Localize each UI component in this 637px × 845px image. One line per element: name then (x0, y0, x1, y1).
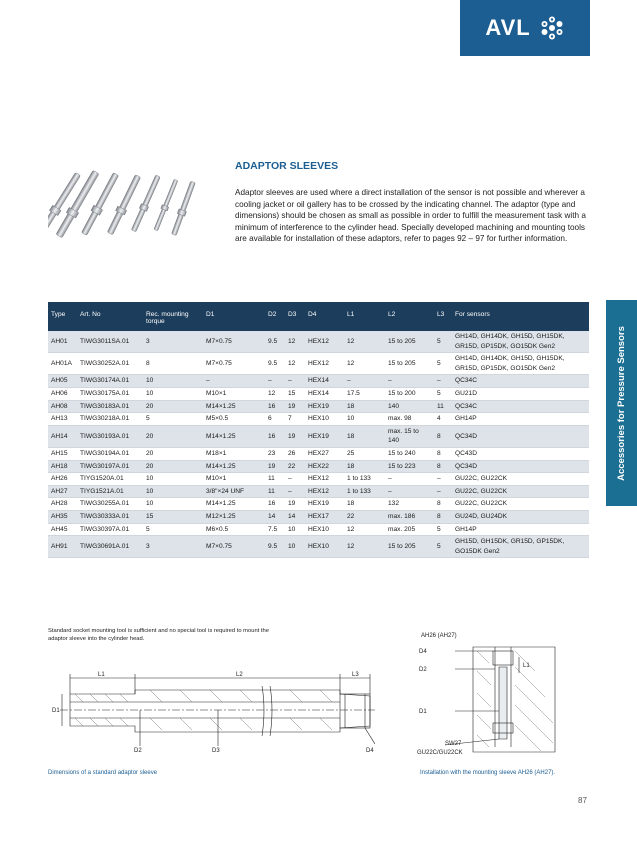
table-cell: AH13 (48, 413, 77, 426)
table-cell: 1 to 133 (344, 473, 385, 486)
table-cell: HEX12 (305, 331, 344, 353)
table-cell: 15 to 205 (385, 331, 434, 353)
table-cell: 12 (285, 353, 305, 375)
label-sensor: GU22C/GU22CK (417, 750, 463, 756)
logo-mark-icon (539, 15, 565, 41)
table-cell: HEX22 (305, 460, 344, 473)
mounting-note: Standard socket mounting tool is sufficient and no special tool is required to mount the adaptor sleeve into the cylinder head. (48, 628, 269, 642)
side-tab-label: Accessories for Pressure Sensors (616, 325, 628, 481)
table-cell: 16 (265, 498, 285, 511)
table-cell: – (385, 485, 434, 498)
table-cell: TIWG3011SA.01 (77, 331, 143, 353)
table-cell: 18 (344, 425, 385, 447)
table-cell: 10 (143, 498, 203, 511)
table-cell: 5 (434, 331, 452, 353)
table-row (48, 447, 589, 460)
table-cell: AH15 (48, 447, 77, 460)
adaptor-sleeves-table (48, 302, 589, 558)
table-cell: AH01A (48, 353, 77, 375)
table-row (48, 353, 589, 375)
table-cell: 15 to 240 (385, 447, 434, 460)
table-cell: TIWG30255A.01 (77, 498, 143, 511)
table-cell: 18 (344, 400, 385, 413)
table-cell: 7 (285, 413, 305, 426)
table-cell: AH26 (48, 473, 77, 486)
table-header-row (48, 302, 589, 331)
table-cell: M14×1.25 (203, 400, 265, 413)
table-cell: M14×1.25 (203, 425, 265, 447)
table-cell: 22 (285, 460, 305, 473)
label-right-d1: D1 (419, 709, 427, 715)
table-cell: M10×1 (203, 387, 265, 400)
header-torque: Rec. mounting torque (143, 302, 203, 331)
table-cell: HEX17 (305, 510, 344, 523)
table-cell: 7.5 (265, 523, 285, 536)
table-cell: GH14P (452, 523, 589, 536)
table-cell: 15 to 223 (385, 460, 434, 473)
table-cell: GH14P (452, 413, 589, 426)
page-number: 87 (578, 796, 587, 805)
table-cell: 9.5 (265, 536, 285, 558)
table-cell: 1 to 133 (344, 485, 385, 498)
table-cell: 10 (143, 473, 203, 486)
table-cell: 10 (143, 387, 203, 400)
table-cell: M14×1.25 (203, 460, 265, 473)
label-l2: L2 (236, 672, 243, 678)
table-cell: 20 (143, 447, 203, 460)
table-cell: 15 (285, 387, 305, 400)
table-cell: – (434, 473, 452, 486)
table-cell: AH45 (48, 523, 77, 536)
section-body: Adaptor sleeves are used where a direct installation of the sensor is not possible and wherever a cooling jacket or oil gallery has to be crossed by the indicating channel. The adaptor (type and dimensions) should be chosen as small as possible in order to fulfill the measurement task with a minimum of interference to the cylinder head. Specially developed machining and mounting tools are available for installation of these adaptors, refer to pages 92 – 97 for further information. (235, 188, 586, 244)
table-cell: HEX10 (305, 536, 344, 558)
table-cell: 25 (344, 447, 385, 460)
label-right-d2: D2 (419, 667, 427, 673)
table-cell: 16 (265, 425, 285, 447)
table-row (48, 523, 589, 536)
table-cell: 12 (344, 331, 385, 353)
table-cell: 12 (344, 353, 385, 375)
table-cell: – (265, 375, 285, 388)
table-cell: AH27 (48, 485, 77, 498)
table-cell: 12 (265, 387, 285, 400)
table-row (48, 331, 589, 353)
header-type: Type (48, 302, 77, 331)
table-cell: HEX27 (305, 447, 344, 460)
table-cell: 10 (143, 375, 203, 388)
caption-right: Installation with the mounting sleeve AH26 (AH27). (420, 770, 556, 776)
table-cell: AH18 (48, 460, 77, 473)
table-cell: TIWG30197A.01 (77, 460, 143, 473)
table-row (48, 400, 589, 413)
table-cell: AH91 (48, 536, 77, 558)
table-cell: TIWG30194A.01 (77, 447, 143, 460)
table-cell: 26 (285, 447, 305, 460)
label-right-d4: D4 (419, 649, 427, 655)
header-d1: D1 (203, 302, 265, 331)
table-cell: GU21D (452, 387, 589, 400)
table-row (48, 510, 589, 523)
table-cell: 5 (143, 523, 203, 536)
table-cell: M5×0.5 (203, 413, 265, 426)
label-sw: SW27 (445, 741, 462, 747)
table-cell: GU24D, GU24DK (452, 510, 589, 523)
table-cell: 14 (285, 510, 305, 523)
table-row (48, 413, 589, 426)
label-l3: L3 (352, 672, 359, 678)
adaptor-sleeves-photo (48, 166, 220, 246)
table-cell: M10×1 (203, 473, 265, 486)
table-cell: 10 (285, 536, 305, 558)
table-cell: 11 (434, 400, 452, 413)
table-cell: QC34C (452, 375, 589, 388)
table-cell: 9.5 (265, 331, 285, 353)
table-row (48, 498, 589, 511)
adaptor-sleeve-drawing (40, 664, 375, 754)
table-cell: – (285, 473, 305, 486)
table-cell: GU22C, GU22CK (452, 498, 589, 511)
label-d3: D3 (212, 748, 220, 754)
table-cell: HEX19 (305, 425, 344, 447)
table-cell: AH14 (48, 425, 77, 447)
table-row (48, 460, 589, 473)
table-cell: 20 (143, 425, 203, 447)
table-cell: 4 (434, 413, 452, 426)
table-cell: M14×1.25 (203, 498, 265, 511)
table-cell: QC34C (452, 400, 589, 413)
logo-text: AVL (485, 15, 531, 40)
table-cell: GH15D, GH15DK, GR15D, GP15DK, GO15DK Gen2 (452, 536, 589, 558)
table-cell: 9.5 (265, 353, 285, 375)
header-l2: L2 (385, 302, 434, 331)
table-cell: GU22C, GU22CK (452, 473, 589, 486)
header-d2: D2 (265, 302, 285, 331)
table-cell: 19 (265, 460, 285, 473)
table-cell: 140 (385, 400, 434, 413)
side-tab (606, 300, 637, 506)
table-cell: 20 (143, 460, 203, 473)
table-cell: – (203, 375, 265, 388)
label-right-l1: L1 (523, 663, 530, 669)
avl-logo (460, 0, 590, 56)
table-cell: GH14D, GH14DK, GH15D, GH15DK, GR15D, GP15DK, GO15DK Gen2 (452, 353, 589, 375)
table-cell: 8 (434, 510, 452, 523)
table-row (48, 485, 589, 498)
table-cell: 11 (265, 473, 285, 486)
table-cell: – (434, 485, 452, 498)
table-cell: 5 (434, 536, 452, 558)
table-cell: HEX10 (305, 413, 344, 426)
table-cell: 8 (143, 353, 203, 375)
table-cell: M7×0.75 (203, 536, 265, 558)
table-cell: – (385, 375, 434, 388)
table-cell: M6×0.5 (203, 523, 265, 536)
table-cell: 8 (434, 447, 452, 460)
label-title: AH26 (AH27) (421, 633, 457, 639)
table-cell: TIWG30397A.01 (77, 523, 143, 536)
table-cell: HEX19 (305, 498, 344, 511)
table-cell: 19 (285, 425, 305, 447)
table-cell: QC34D (452, 460, 589, 473)
table-cell: 8 (434, 460, 452, 473)
table-cell: AH28 (48, 498, 77, 511)
table-cell: 22 (344, 510, 385, 523)
table-cell: TIWG30218A.01 (77, 413, 143, 426)
header-d4: D4 (305, 302, 344, 331)
table-cell: M12×1.25 (203, 510, 265, 523)
table-cell: 11 (265, 485, 285, 498)
table-cell: GH14D, GH14DK, GH15D, GH15DK, GR15D, GP15DK, GO15DK Gen2 (452, 331, 589, 353)
table-cell: – (285, 375, 305, 388)
table-cell: HEX19 (305, 400, 344, 413)
table-cell: – (344, 375, 385, 388)
table-cell: 16 (265, 400, 285, 413)
header-l1: L1 (344, 302, 385, 331)
caption-left: Dimensions of a standard adaptor sleeve (48, 770, 158, 776)
table-cell: AH35 (48, 510, 77, 523)
table-cell: 19 (285, 498, 305, 511)
table-cell: HEX12 (305, 473, 344, 486)
table-cell: 10 (143, 485, 203, 498)
table-cell: max. 186 (385, 510, 434, 523)
table-cell: 19 (285, 400, 305, 413)
table-cell: HEX12 (305, 485, 344, 498)
table-cell: 12 (344, 523, 385, 536)
table-cell: 3/8"×24 UNF (203, 485, 265, 498)
table-cell: – (285, 485, 305, 498)
table-cell: HEX10 (305, 523, 344, 536)
table-cell: TIWG30252A.01 (77, 353, 143, 375)
table-cell: QC43D (452, 447, 589, 460)
table-cell: 17.5 (344, 387, 385, 400)
table-cell: M7×0.75 (203, 353, 265, 375)
header-art-no: Art. No (77, 302, 143, 331)
table-cell: 20 (143, 400, 203, 413)
table-cell: M7×0.75 (203, 331, 265, 353)
table-row (48, 425, 589, 447)
table-cell: AH01 (48, 331, 77, 353)
table-cell: – (434, 375, 452, 388)
mounting-sleeve-drawing (415, 627, 585, 757)
table-cell: 132 (385, 498, 434, 511)
table-cell: 10 (285, 523, 305, 536)
table-cell: – (385, 473, 434, 486)
table-cell: TIYG1520A.01 (77, 473, 143, 486)
table-cell: 3 (143, 331, 203, 353)
table-cell: 5 (143, 413, 203, 426)
label-d4: D4 (366, 748, 374, 754)
table-cell: max. 98 (385, 413, 434, 426)
table-cell: 15 to 205 (385, 536, 434, 558)
table-cell: HEX12 (305, 353, 344, 375)
table-cell: 10 (344, 413, 385, 426)
table-cell: GU22C, GU22CK (452, 485, 589, 498)
table-cell: 18 (344, 460, 385, 473)
table-cell: 3 (143, 536, 203, 558)
table-cell: AH06 (48, 387, 77, 400)
header-l3: L3 (434, 302, 452, 331)
table-row (48, 387, 589, 400)
table-cell: TIWG30175A.01 (77, 387, 143, 400)
table-cell: 5 (434, 353, 452, 375)
table-cell: 15 to 205 (385, 353, 434, 375)
table-cell: HEX14 (305, 375, 344, 388)
table-cell: 8 (434, 425, 452, 447)
label-d1: D1 (52, 708, 60, 714)
table-cell: 8 (434, 498, 452, 511)
header-for-sensors: For sensors (452, 302, 589, 331)
table-cell: max. 15 to 140 (385, 425, 434, 447)
label-d2: D2 (134, 748, 142, 754)
table-row (48, 473, 589, 486)
table-cell: 14 (265, 510, 285, 523)
table-cell: 15 (143, 510, 203, 523)
table-cell: QC34D (452, 425, 589, 447)
table-cell: AH08 (48, 400, 77, 413)
table-cell: TIWG30174A.01 (77, 375, 143, 388)
table-row (48, 375, 589, 388)
table-cell: 12 (344, 536, 385, 558)
table-cell: TIWG30333A.01 (77, 510, 143, 523)
table-cell: 15 to 200 (385, 387, 434, 400)
table-cell: TIYG1521A.01 (77, 485, 143, 498)
table-row (48, 536, 589, 558)
table-cell: 5 (434, 523, 452, 536)
table-cell: 23 (265, 447, 285, 460)
table-cell: 6 (265, 413, 285, 426)
label-l1: L1 (98, 672, 105, 678)
table-cell: TIWG30193A.01 (77, 425, 143, 447)
table-cell: max. 205 (385, 523, 434, 536)
table-cell: TIWG30691A.01 (77, 536, 143, 558)
header-d3: D3 (285, 302, 305, 331)
table-cell: AH05 (48, 375, 77, 388)
table-cell: 5 (434, 387, 452, 400)
table-cell: 18 (344, 498, 385, 511)
table-cell: 12 (285, 331, 305, 353)
table-cell: M18×1 (203, 447, 265, 460)
table-cell: TIWG30183A.01 (77, 400, 143, 413)
table-cell: HEX14 (305, 387, 344, 400)
section-heading: ADAPTOR SLEEVES (235, 160, 339, 172)
